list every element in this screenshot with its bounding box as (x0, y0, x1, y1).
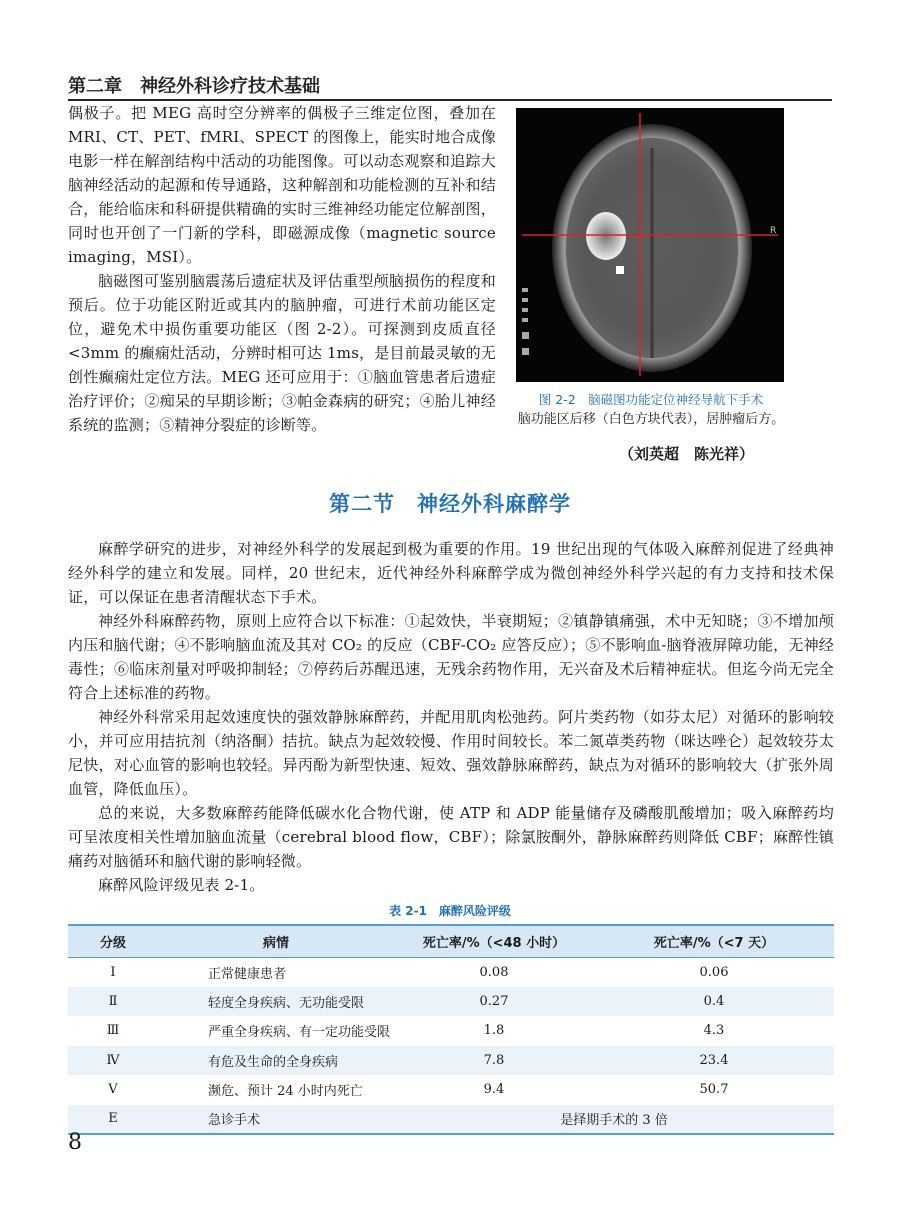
cell-grade: Ⅰ (110, 964, 116, 980)
chapter-title: 第二章 神经外科诊疗技术基础 (68, 76, 320, 97)
cell-condition: 急诊手术 (158, 1105, 394, 1135)
table-row (68, 1016, 834, 1046)
cell-mortality-48h: 0.27 (394, 987, 594, 1017)
header-condition: 病情 (158, 925, 394, 957)
paragraph-meg-2: 脑磁图可鉴别脑震荡后遗症状及评估重型颅脑损伤的程度和预后。位于功能区附近或其内的脑肿瘤，可进行术前功能区定位，避免术中损伤重要功能区（图 2-2）。可探测到皮质直径<3mm 的癫痫灶活动，分辨时相可达 1ms，是目前最灵敏的无创性癫痫灶定位方法。MEG 还可应用于：①脑血管患者后遗症治疗评价；②痴呆的早期诊断；③帕金森病的研究；④胎儿神经系统的监测；⑤精神分裂症的诊断等。 (68, 272, 496, 434)
paragraph-anesthesia-5: 麻醉风险评级见表 2-1。 (98, 876, 265, 894)
cell-condition: 严重全身疾病、有一定功能受限 (208, 1025, 391, 1041)
brain-mri-figure (516, 108, 784, 382)
cell-mortality-48h: 7.8 (394, 1046, 594, 1076)
page-number: 8 (68, 1130, 82, 1155)
tumor-region (586, 212, 626, 260)
table-row-emergency (68, 1105, 834, 1135)
cell-mortality-7d: 4.3 (703, 1023, 725, 1039)
paragraph-anesthesia-2: 神经外科麻醉药物，原则上应符合以下标准：①起效快，半衰期短；②镇静镇痛强，术中无知晓；③不增加颅内压和脑代谢；④不影响脑血流及其对 CO₂ 的反应（CBF-CO₂ 应答反应）；⑤不影响血-脑脊液屏障功能，无神经毒性；⑥临床剂量对呼吸抑制轻；⑦停药后苏醒迅速，无残余药物作用，无兴奋及术后精神症状。但迄今尚无完全符合上述标准的药物。 (68, 612, 834, 702)
cell-grade: Ⅳ (68, 1046, 158, 1076)
marker-r: R (770, 226, 777, 236)
figure-caption (510, 390, 792, 430)
cell-condition: 正常健康患者 (208, 966, 287, 982)
table-row (68, 1075, 834, 1105)
header-mortality-7d: 死亡率/%（<7 天） (594, 925, 834, 957)
cell-condition: 有危及生命的全身疾病 (158, 1046, 394, 1076)
paragraph-anesthesia-4: 总的来说，大多数麻醉药能降低碳水化合物代谢，使 ATP 和 ADP 能量储存及磷酸肌酸增加；吸入麻醉药均可呈浓度相关性增加脑血流量（cerebral blood flow，CBF）；除氯胺酮外，静脉麻醉药则降低 CBF；麻醉性镇痛药对脑循环和脑代谢的影响轻微。 (68, 804, 834, 870)
function-area-marker (616, 266, 624, 274)
section-title: 第二节 神经外科麻醉学 (329, 492, 571, 516)
header-grade: 分级 (68, 925, 158, 957)
section-body (68, 537, 834, 897)
left-column (68, 101, 496, 437)
authors: （刘英超 陈光祥） (618, 445, 754, 463)
cell-grade: E (68, 1105, 158, 1135)
figure-caption-text: 脑功能区后移（白色方块代表），居肿瘤后方。 (517, 412, 785, 427)
table-row (68, 957, 834, 987)
table-row (68, 1046, 834, 1076)
cell-mortality-7d: 50.7 (699, 1082, 729, 1098)
chapter-header (68, 72, 832, 98)
figure-caption-title: 图 2-2 脑磁图功能定位神经导航下手术 (538, 392, 764, 407)
paragraph-anesthesia-3: 神经外科常采用起效速度快的强效静脉麻醉药，并配用肌肉松弛药。阿片类药物（如芬太尼）对循环的影响较小，并可应用拮抗剂（纳洛酮）拮抗。缺点为起效较慢、作用时间较长。苯二氮䓬类药物（咪达唑仑）起效较芬太尼快，对心血管的影响也较轻。异丙酚为新型快速、短效、强效静脉麻醉药，缺点为对循环的影响较大（扩张外周血管，降低血压）。 (68, 708, 834, 798)
cell-mortality-48h: 0.08 (479, 964, 509, 980)
cell-mortality-48h: 9.4 (483, 1082, 505, 1098)
table-header-row (68, 925, 834, 957)
cell-mortality-7d: 23.4 (594, 1046, 834, 1076)
cell-grade: Ⅲ (106, 1023, 120, 1039)
cell-grade: Ⅱ (68, 987, 158, 1017)
anesthesia-risk-table (68, 924, 834, 1135)
cell-mortality-7d: 0.06 (699, 964, 729, 980)
cell-mortality-7d: 0.4 (594, 987, 834, 1017)
paragraph-anesthesia-1: 麻醉学研究的进步，对神经外科学的发展起到极为重要的作用。19 世纪出现的气体吸入麻醉剂促进了经典神经外科学的建立和发展。同样，20 世纪末，近代神经外科麻醉学成为微创神经外科学兴起的有力支持和技术保证，可以保证在患者清醒状态下手术。 (68, 540, 834, 606)
table-title: 表 2-1 麻醉风险评级 (389, 904, 511, 918)
header-mortality-48h: 死亡率/%（<48 小时） (394, 925, 594, 957)
brain-mri-image (516, 108, 784, 382)
cell-emergency-note: 是择期手术的 3 倍 (394, 1105, 834, 1135)
cell-condition: 轻度全身疾病、无功能受限 (158, 987, 394, 1017)
cell-mortality-48h: 1.8 (483, 1023, 505, 1039)
cell-grade: Ⅴ (108, 1082, 118, 1098)
paragraph-meg-1: 偶极子。把 MEG 高时空分辨率的偶极子三维定位图，叠加在 MRI、CT、PET、fMRI、SPECT 的图像上，能实时地合成像电影一样在解剖结构中活动的功能图像。可以动态观察和追踪大脑神经活动的起源和传导通路，这种解剖和功能检测的互补和结合，能给临床和科研提供精确的实时三维神经功能定位解剖图，同时也开创了一门新的学科，即磁源成像（magnetic source imaging，MSI）。 (68, 104, 496, 266)
table-row (68, 987, 834, 1017)
cell-condition: 濒危、预计 24 小时内死亡 (208, 1084, 363, 1100)
